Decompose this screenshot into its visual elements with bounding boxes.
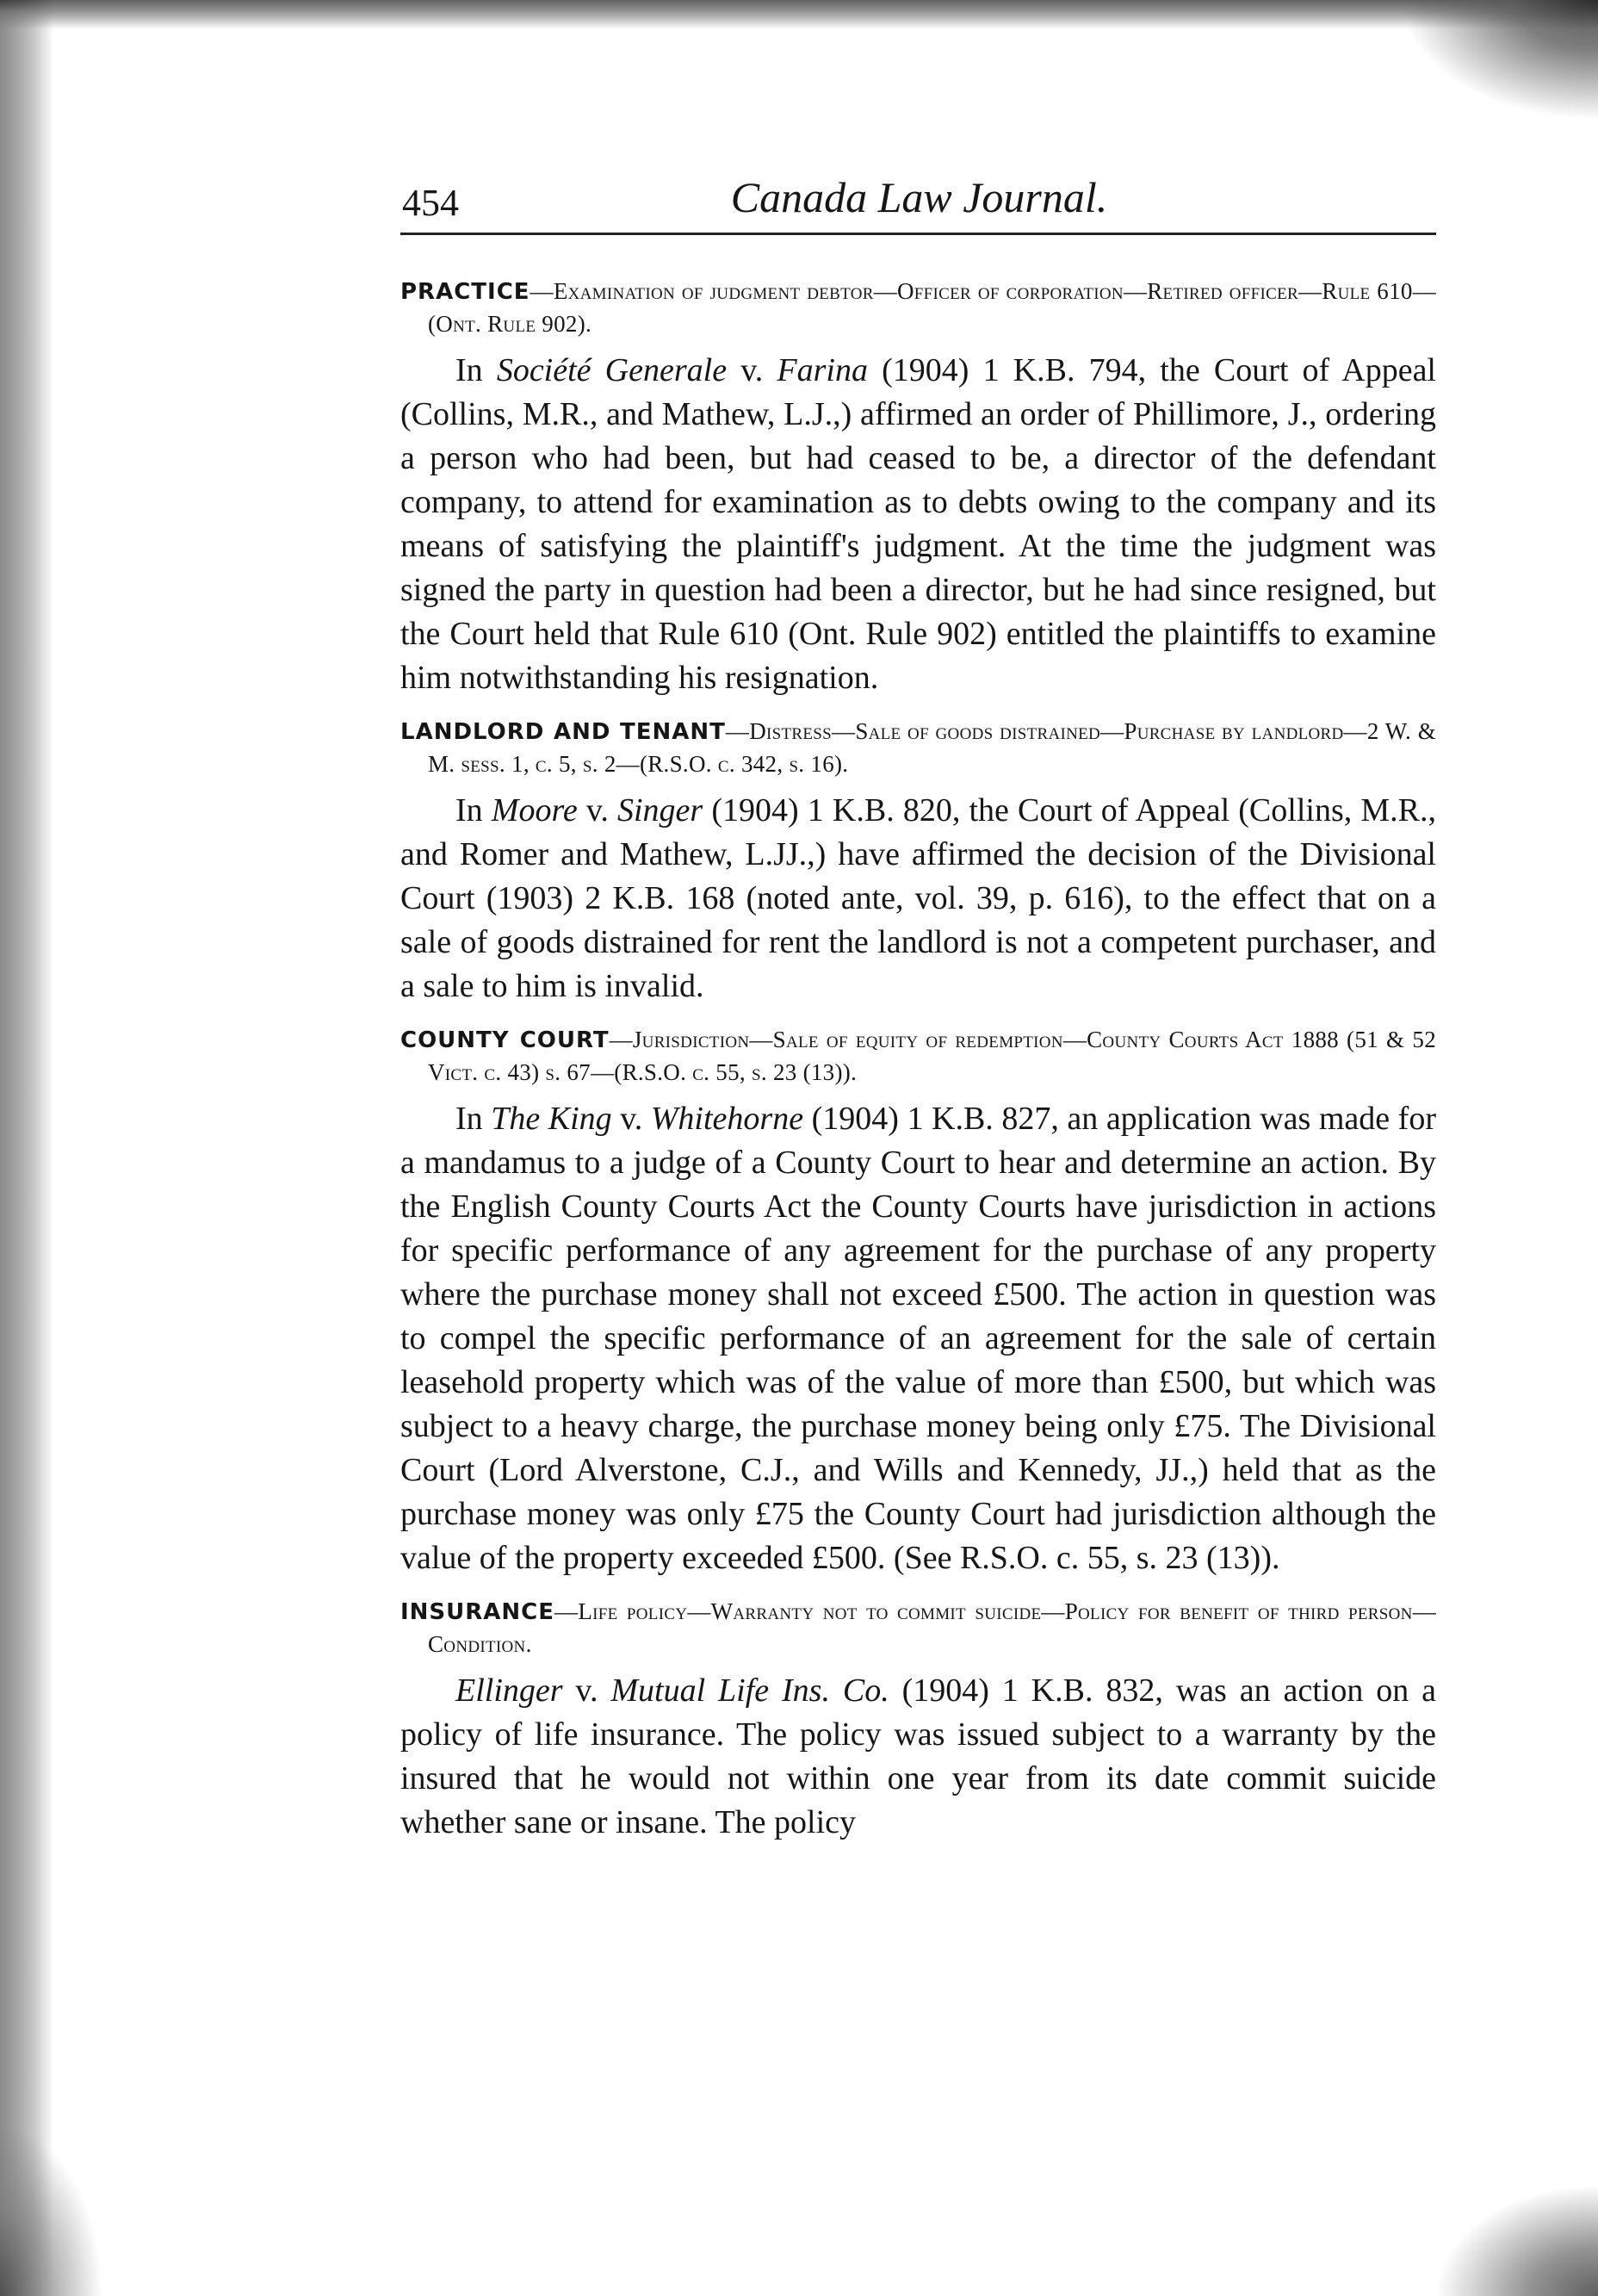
entry-topic: COUNTY COURT bbox=[400, 1027, 610, 1053]
entry-body bbox=[400, 1669, 1436, 1845]
entry-practice bbox=[400, 276, 1436, 700]
journal-page bbox=[400, 164, 1438, 1840]
body-text: In bbox=[455, 352, 497, 388]
journal-title: Canada Law Journal. bbox=[730, 173, 1108, 221]
page-number: 454 bbox=[402, 182, 459, 224]
case-party: Whitehorne bbox=[650, 1101, 804, 1137]
entry-body bbox=[400, 349, 1436, 700]
case-party: Société Generale bbox=[496, 352, 728, 388]
body-text: v. bbox=[577, 792, 617, 828]
body-text: In bbox=[455, 1101, 492, 1137]
digest-entries bbox=[400, 276, 1436, 1860]
entry-topic: PRACTICE bbox=[400, 279, 530, 305]
entry-topic: INSURANCE bbox=[400, 1599, 555, 1625]
entry-heading bbox=[400, 276, 1436, 340]
body-text: v. bbox=[611, 1101, 651, 1137]
entry-subtopics: —Jurisdiction—Sale of equity of redemption—County Courts Act 1888 (51 & 52 Vict. c. 43) s. 67—(R.S.O. c. 55, s. 23 (13)). bbox=[428, 1027, 1436, 1085]
entry-heading bbox=[400, 1024, 1436, 1089]
body-text: In bbox=[455, 792, 492, 828]
case-party: Ellinger bbox=[455, 1672, 563, 1709]
case-party: Farina bbox=[777, 352, 868, 388]
body-text: v. bbox=[727, 352, 777, 388]
scan-shadow-top bbox=[0, 0, 1598, 29]
body-text: (1904) 1 K.B. 832, was an action on a policy of life insurance. The policy was issued subject to a warranty by the insured that he would not within one year from its date commit suicide whether sane or insane. The policy bbox=[400, 1672, 1436, 1840]
entry-body bbox=[400, 789, 1436, 1008]
entry-county-court bbox=[400, 1024, 1436, 1580]
entry-heading bbox=[400, 716, 1436, 780]
entry-heading bbox=[400, 1596, 1436, 1660]
entry-subtopics: —Life policy—Warranty not to commit suicide—Policy for benefit of third person—Condition. bbox=[428, 1598, 1436, 1657]
case-party: Mutual Life Ins. Co. bbox=[610, 1672, 889, 1709]
entry-insurance bbox=[400, 1596, 1436, 1845]
body-text: v. bbox=[562, 1672, 611, 1709]
entry-topic: LANDLORD AND TENANT bbox=[400, 719, 726, 745]
entry-subtopics: —Examination of judgment debtor—Officer of corporation—Retired officer—Rule 610—(Ont. Rule 902). bbox=[428, 278, 1436, 337]
header-rule bbox=[400, 233, 1436, 235]
case-party: Singer bbox=[617, 792, 703, 828]
entry-subtopics: —Distress—Sale of goods distrained—Purchase by landlord—2 W. & M. sess. 1, c. 5, s. 2—(R.S.O. c. 342, s. 16). bbox=[428, 718, 1436, 777]
scan-shadow-left bbox=[0, 0, 53, 2296]
page-header bbox=[400, 164, 1438, 233]
entry-landlord-and-tenant bbox=[400, 716, 1436, 1008]
scan-shadow-bottom-right bbox=[1434, 2184, 1598, 2296]
body-text: (1904) 1 K.B. 820, the Court of Appeal (Collins, M.R., and Romer and Mathew, L.JJ.,) have affirmed the decision of the Divisional Court (1903) 2 K.B. 168 (noted ante, vol. 39, p. 616), to the effect that on a sale of goods distrained for rent the landlord is not a competent purchaser, and a sale to him is invalid. bbox=[400, 792, 1436, 1004]
case-party: The King bbox=[491, 1101, 612, 1137]
scan-shadow-top-right bbox=[1400, 0, 1598, 121]
case-party: Moore bbox=[491, 792, 578, 828]
body-text: (1904) 1 K.B. 794, the Court of Appeal (Collins, M.R., and Mathew, L.J.,) affirmed an order of Phillimore, J., ordering a person who had been, but had ceased to be, a director of the defendant company, to attend for examination as to debts owing to the company and its means of satisfying the plaintiff's judgment. At the time the judgment was signed the party in question had been a director, but he had since resigned, but the Court held that Rule 610 (Ont. Rule 902) entitled the plaintiffs to examine him notwithstanding his resignation. bbox=[400, 352, 1436, 696]
entry-body bbox=[400, 1097, 1436, 1580]
scan-shadow-bottom-left bbox=[0, 2124, 103, 2296]
body-text: (1904) 1 K.B. 827, an application was made for a mandamus to a judge of a County Court to hear and determine an action. By the English County Courts Act the County Courts have jurisdiction in actions for specific performance of any agreement for the purchase of any property where the purchase money shall not exceed £500. The action in question was to compel the specific performance of an agreement for the sale of certain leasehold property which was of the value of more than £500, but which was subject to a heavy charge, the purchase money being only £75. The Divisional Court (Lord Alverstone, C.J., and Wills and Kennedy, JJ.,) held that as the purchase money was only £75 the County Court had jurisdiction although the value of the property exceeded £500. (See R.S.O. c. 55, s. 23 (13)). bbox=[400, 1101, 1436, 1576]
